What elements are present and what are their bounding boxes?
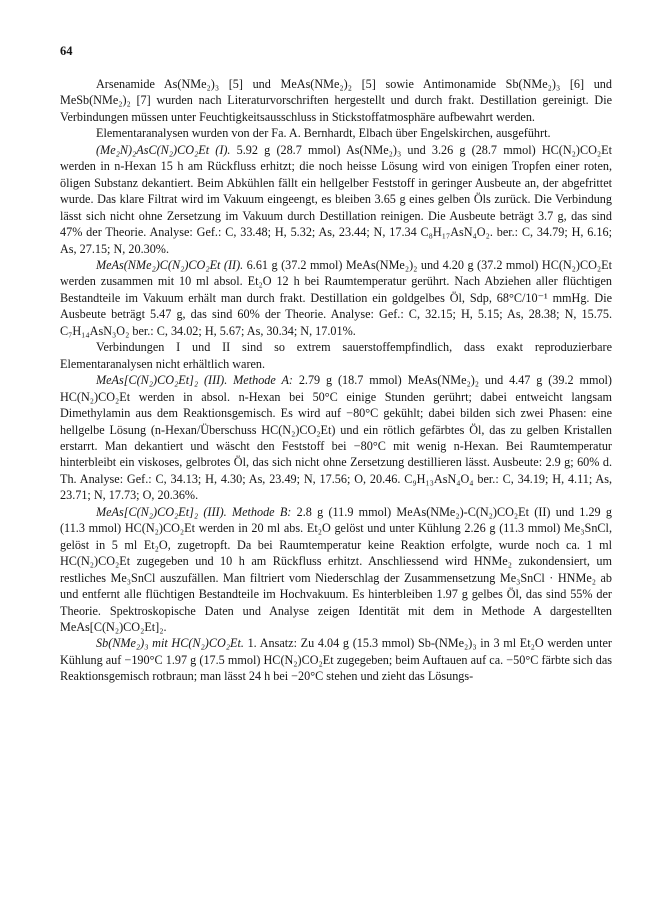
paragraph-compound-iii-a: MeAs[C(N₂)CO₂Et]₂ (III). Methode A: 2.79 g (18.7 mmol) MeAs(NMe₂)₂ und 4.47 g (39.2 mmol) HC(N₂)CO₂Et werden in absol. n-Hexan bei 50°C einige Stunden gerührt; dabei entweicht langsam Dimethylamin aus dem Reaktionsgemisch. Es wird auf −80°C gekühlt; dabei bilden sich zwei Phasen: eine hellgelbe Lösung (n-Hexan/Überschuss HC(N₂)CO₂Et) und ein rötlich gefärbtes Öl, das zu gelben Kristallen erstarrt. Man dekantiert und wäscht den Feststoff bei −80°C mit wenig n-Hexan. Bei Raumtemperatur hinterbleibt ein viskoses, gelbrotes Öl, das sich nicht ohne Zersetzung destillieren lässt. Ausbeute: 2.9 g; 60% d. Th. Analyse: Gef.: C, 34.13; H, 4.30; As, 23.49; N, 17.56; O, 20.46. C₉H₁₃AsN₄O₄ ber.: C, 34.19; H, 4.11; As, 23.71; N, 17.73; O, 20.36%.: [60, 373, 612, 503]
compound-heading: MeAs[C(N₂)CO₂Et]₂ (III). Methode A:: [96, 373, 293, 388]
compound-heading: Sb(NMe₂)₃ mit HC(N₂)CO₂Et.: [96, 636, 244, 651]
body-text: [60, 76, 612, 685]
paragraph-reagents: Arsenamide As(NMe₂)₃ [5] und MeAs(NMe₂)₂ [5] sowie Antimonamide Sb(NMe₂)₃ [6] und MeSb(NMe₂)₂ [7] wurden nach Literaturvorschriften hergestellt und durch frakt. Destillation gereinigt. Die Verbindungen müssen unter Feuchtigkeitsausschluss in Stickstoffatmosphäre aufbewahrt werden.: [60, 77, 612, 124]
compound-heading: MeAs[C(N₂)CO₂Et]₂ (III). Methode B:: [96, 504, 292, 519]
paragraph-compound-i: (Me₂N)₂AsC(N₂)CO₂Et (I). 5.92 g (28.7 mmol) As(NMe₂)₃ und 3.26 g (28.7 mmol) HC(N₂)CO₂Et werden in n-Hexan 15 h am Rückfluss erhitzt; die noch heisse Lösung wird von einigen Tropfen einer roten, öligen Substanz dekantiert. Beim Abkühlen fällt ein hellgelber Feststoff in geringer Ausbeute an, der abgefrittet wurde. Das klare Filtrat wird im Vakuum eingeengt, es bleiben 3.65 g eines gelben Öls zurück. Die Verbindung lässt sich nicht ohne Zersetzung im Vakuum durch Destillation reinigen. Die Ausbeute beträgt 3.7 g, das sind 47% der Theorie. Analyse: Gef.: C, 33.48; H, 5.32; As, 23.44; N, 17.34 C₈H₁₇AsN₄O₂. ber.: C, 34.79; H, 6.16; As, 27.15; N, 20.30%.: [60, 142, 612, 256]
paragraph-analyses: Elementaranalysen wurden von der Fa. A. Bernhardt, Elbach über Engelskirchen, ausgeführt.: [96, 126, 551, 141]
page-number: 64: [60, 44, 73, 58]
paragraph-compound-iii-b: MeAs[C(N₂)CO₂Et]₂ (III). Methode B: 2.8 g (11.9 mmol) MeAs(NMe₂)-C(N₂)CO₂Et (II) und 1.29 g (11.3 mmol) HC(N₂)CO₂Et werden in 20 ml abs. Et₂O gelöst und unter Kühlung 2.26 g (11.3 mmol) Me₃SnCl, gelöst in 5 ml Et₂O, zugetropft. Da bei Raumtemperatur keine Reaktion erfolgte, wurde noch ca. 1 ml HC(N₂)CO₂Et zugegeben und 10 h am Rückfluss erhitzt. Anschliessend wird HNMe₂ zukondensiert, um restliches Me₃SnCl auszufällen. Man filtriert vom Niederschlag der Zusammensetzung Me₃SnCl · HNMe₂ ab und entfernt alle flüchtigen Bestandteile im Hochvakuum. Es hinterbleiben 1.97 g gelbes Öl, das sind 55% der Theorie. Spektroskopische Daten und Analyse zeigen Identität mit dem in Methode A dargestellten MeAs[C(N₂)CO₂Et]₂.: [60, 504, 612, 634]
compound-heading: (Me₂N)₂AsC(N₂)CO₂Et (I).: [96, 142, 231, 157]
paragraph-compound-ii: MeAs(NMe₂)C(N₂)CO₂Et (II). 6.61 g (37.2 mmol) MeAs(NMe₂)₂ und 4.20 g (37.2 mmol) HC(N₂)CO₂Et werden zusammen mit 10 ml absol. Et₂O 12 h bei Raumtemperatur gerührt. Nach Abziehen aller flüchtigen Bestandteile im Vakuum erhält man durch frakt. Destillation ein goldgelbes Öl, Sdp, 68°C/10⁻¹ mmHg. Die Ausbeute beträgt 5.47 g, das sind 60% der Theorie. Analyse: Gef.: C, 32.15; H, 5.15; As, 28.38; N, 15.75. C₇H₁₄AsN₃O₂ ber.: C, 34.02; H, 5.67; As, 30.34; N, 17.01%.: [60, 257, 612, 338]
compound-heading: MeAs(NMe₂)C(N₂)CO₂Et (II).: [96, 257, 244, 272]
paragraph-antimony: Sb(NMe₂)₃ mit HC(N₂)CO₂Et. 1. Ansatz: Zu 4.04 g (15.3 mmol) Sb-(NMe₂)₃ in 3 ml Et₂O werden unter Kühlung auf −190°C 1.97 g (17.5 mmol) HC(N₂)CO₂Et zugegeben; beim Auftauen auf ca. −50°C färbte sich das Reaktionsgemisch rotbraun; man lässt 24 h bei −20°C stehen und zieht das Lösungs-: [60, 636, 612, 684]
paragraph-note: Verbindungen I und II sind so extrem sauerstoffempfindlich, dass exakt reproduzierbare Elementaranalysen nicht erhältlich waren.: [60, 340, 612, 371]
